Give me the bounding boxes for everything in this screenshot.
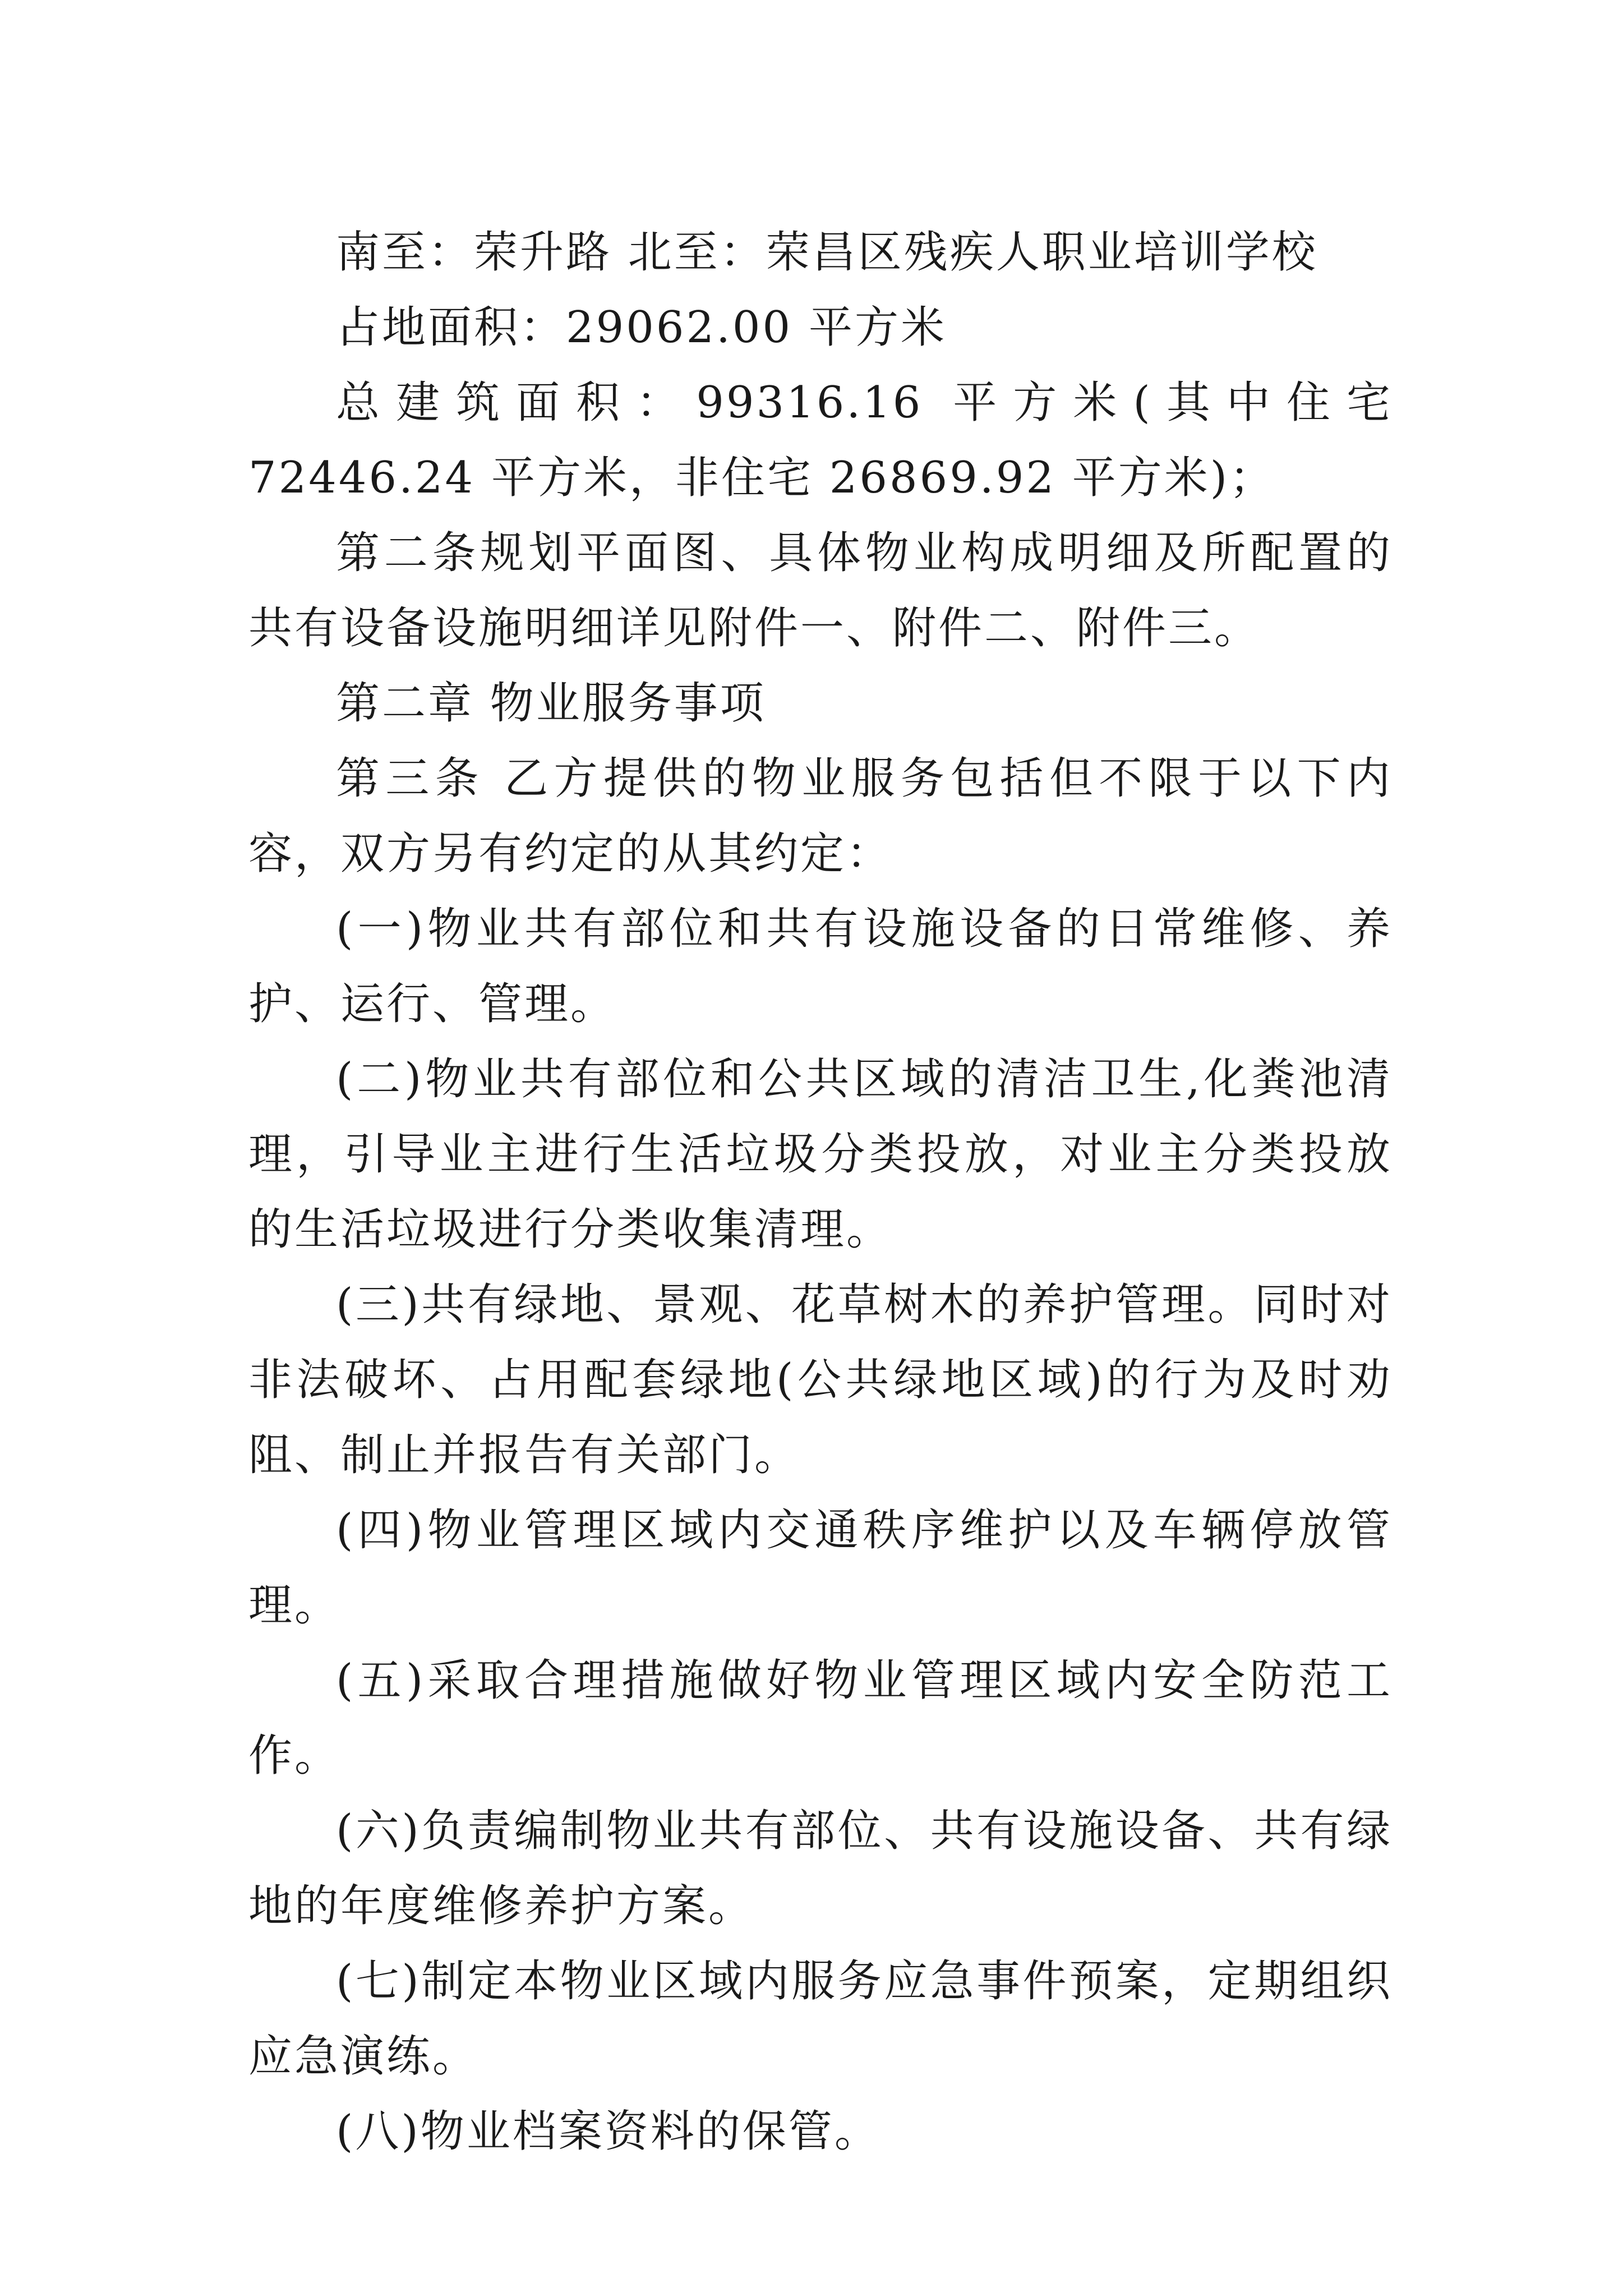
list-item-6: (六)负责编制物业共有部位、共有设施设备、共有绿地的年度维修养护方案。 — [248, 1806, 1393, 1931]
paragraph-article-2: 第二条规划平面图、具体物业构成明细及所配置的共有设备设施明细详见附件一、附件二、附件三。 — [248, 528, 1393, 654]
paragraph-building-area: 总建筑面积：99316.16 平方米(其中住宅 72446.24 平方米，非住宅 26869.92 平方米)； — [248, 378, 1393, 503]
list-item-1: (一)物业共有部位和共有设施设备的日常维修、养护、运行、管理。 — [248, 904, 1393, 1029]
paragraph-article-3: 第三条 乙方提供的物业服务包括但不限于以下内容，双方另有约定的从其约定： — [248, 753, 1393, 879]
list-item-5: (五)采取合理措施做好物业管理区域内安全防范工作。 — [248, 1655, 1393, 1781]
list-item-2: (二)物业共有部位和公共区域的清洁卫生,化粪池清理，引导业主进行生活垃圾分类投放，对业主分类投放的生活垃圾进行分类收集清理。 — [248, 1054, 1393, 1255]
list-item-8: (八)物业档案资料的保管。 — [336, 2106, 880, 2157]
chapter-2-heading: 第二章 物业服务事项 — [336, 678, 766, 729]
list-item-4: (四)物业管理区域内交通秩序维护以及车辆停放管理。 — [248, 1505, 1393, 1631]
paragraph-land-area: 占地面积：29062.00 平方米 — [336, 302, 947, 353]
list-item-7: (七)制定本物业区域内服务应急事件预案，定期组织应急演练。 — [248, 1956, 1393, 2082]
paragraph-boundary-south-north: 南至：荣升路 北至：荣昌区残疾人职业培训学校 — [336, 227, 1318, 278]
list-item-3: (三)共有绿地、景观、花草树木的养护管理。同时对非法破坏、占用配套绿地(公共绿地区域)的行为及时劝阻、制止并报告有关部门。 — [248, 1280, 1393, 1480]
document-body — [248, 215, 1393, 2169]
